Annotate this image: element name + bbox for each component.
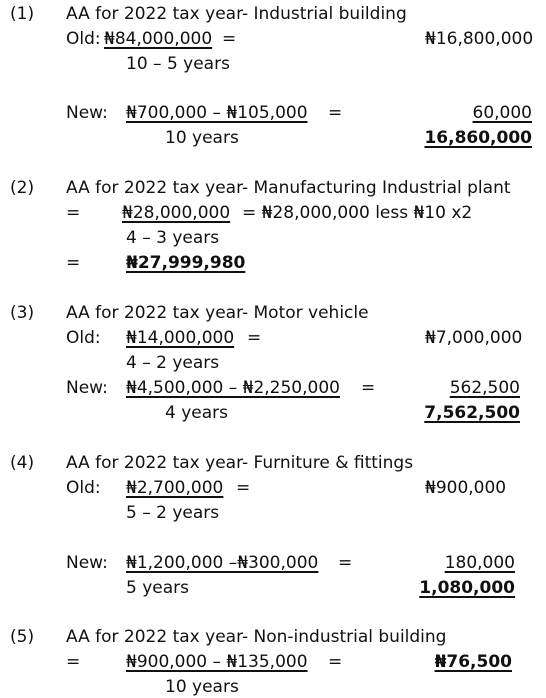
item-4-new-result: 180,000	[444, 553, 515, 573]
item-3-new-prefix: New:	[66, 378, 108, 398]
item-2-result: ₦27,999,980	[126, 253, 246, 273]
item-5-numerator: ₦900,000 – ₦135,000	[126, 652, 308, 672]
item-3-heading: AA for 2022 tax year- Motor vehicle	[66, 303, 369, 323]
item-2-denominator: 4 – 3 years	[126, 228, 220, 248]
item-2-expression: = ₦28,000,000 less ₦10 x2	[242, 203, 473, 223]
item-4-old-result: ₦900,000	[425, 478, 507, 498]
item-4-old-denominator: 5 – 2 years	[126, 503, 220, 523]
item-4-total: 1,080,000	[419, 578, 515, 598]
item-1-number: (1)	[10, 4, 35, 24]
item-4-new-denominator: 5 years	[126, 578, 190, 598]
item-1-old-denominator: 10 – 5 years	[126, 54, 230, 74]
item-1-old-prefix: Old:	[66, 29, 101, 49]
item-3-old-prefix: Old:	[66, 328, 101, 348]
item-4-old-prefix: Old:	[66, 478, 101, 498]
item-2-numerator: ₦28,000,000	[122, 203, 231, 223]
item-3-new-equals: =	[361, 378, 376, 398]
item-1-new-denominator: 10 years	[165, 128, 239, 148]
item-4-old-equals: =	[236, 478, 251, 498]
item-5-heading: AA for 2022 tax year- Non-industrial building	[66, 627, 447, 647]
item-4-number: (4)	[10, 453, 35, 473]
item-5-denominator: 10 years	[165, 677, 239, 697]
item-3-old-equals: =	[247, 328, 262, 348]
item-4-new-numerator: ₦1,200,000 –₦300,000	[126, 553, 319, 573]
item-3-total: 7,562,500	[424, 403, 520, 423]
item-1-heading: AA for 2022 tax year- Industrial building	[66, 4, 407, 24]
item-1-old-equals: =	[222, 29, 237, 49]
item-3-old-result: ₦7,000,000	[425, 328, 523, 348]
item-3-new-result: 562,500	[449, 378, 520, 398]
item-2-number: (2)	[10, 178, 35, 198]
item-5-result: ₦76,500	[434, 652, 512, 672]
item-5-number: (5)	[10, 627, 35, 647]
item-3-number: (3)	[10, 303, 35, 323]
item-1-total: 16,860,000	[424, 128, 532, 148]
item-1-new-numerator: ₦700,000 – ₦105,000	[126, 103, 308, 123]
item-4-old-numerator: ₦2,700,000	[126, 478, 224, 498]
item-3-new-numerator: ₦4,500,000 – ₦2,250,000	[126, 378, 340, 398]
item-4-new-equals: =	[338, 553, 353, 573]
item-4-heading: AA for 2022 tax year- Furniture & fittings	[66, 453, 414, 473]
item-4-new-prefix: New:	[66, 553, 108, 573]
item-2-result-equals: =	[66, 253, 81, 273]
item-1-old-result: ₦16,800,000	[425, 29, 534, 49]
item-3-new-denominator: 4 years	[165, 403, 229, 423]
item-2-heading: AA for 2022 tax year- Manufacturing Industrial plant	[66, 178, 511, 198]
item-1-old-numerator: ₦84,000,000	[104, 29, 213, 49]
item-1-new-prefix: New:	[66, 103, 108, 123]
item-5-equals: =	[66, 652, 81, 672]
item-3-old-numerator: ₦14,000,000	[126, 328, 235, 348]
item-1-new-result: 60,000	[472, 103, 532, 123]
item-3-old-denominator: 4 – 2 years	[126, 353, 220, 373]
item-5-equals-2: =	[328, 652, 343, 672]
item-2-equals: =	[66, 203, 81, 223]
item-1-new-equals: =	[328, 103, 343, 123]
